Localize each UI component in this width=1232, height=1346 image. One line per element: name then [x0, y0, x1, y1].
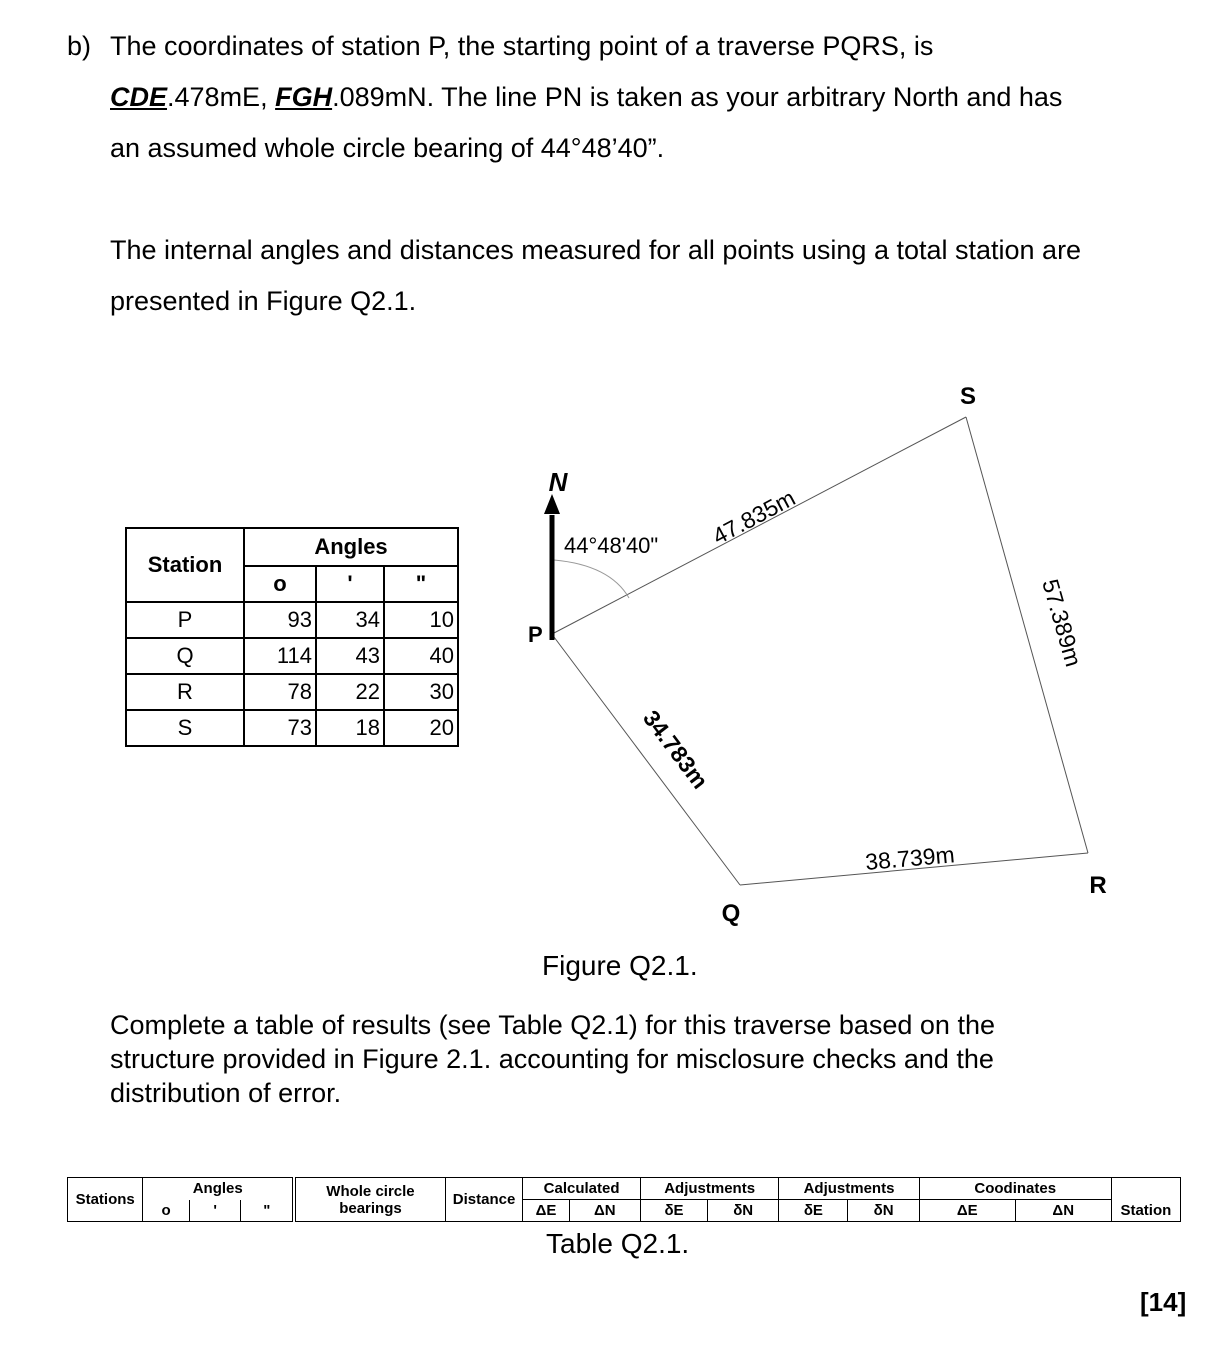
instruction [110, 1008, 995, 1110]
question-line-3: an assumed whole circle bearing of 44°48’40”. [110, 133, 665, 163]
deg-cell: 114 [244, 638, 316, 674]
station-r-label: R [1089, 872, 1107, 899]
figure-caption: Figure Q2.1. [542, 950, 698, 981]
distance-header: Distance [445, 1178, 522, 1222]
traverse-lines [554, 417, 1088, 885]
line-qp [554, 637, 740, 885]
station-q-label: Q [721, 900, 741, 927]
adj1-de-header: δE [640, 1200, 707, 1222]
min-cell: 22 [316, 674, 384, 710]
angles-header: Angles [143, 1178, 294, 1200]
north-arrow-icon [544, 494, 560, 514]
coordinates-header: Coodinates [919, 1178, 1111, 1200]
deg-header: o [143, 1200, 189, 1222]
sec-cell: 10 [384, 602, 458, 638]
adjustments-1-header: Adjustments [640, 1178, 778, 1200]
sec-cell: 40 [384, 638, 458, 674]
station-header: Station [1111, 1200, 1180, 1222]
adj1-dn-header: δN [708, 1200, 779, 1222]
dist-ps-label: 47.835m [708, 484, 800, 550]
calc-de-header: ΔE [523, 1200, 569, 1222]
question-line-1-text: The coordinates of station P, the starting point of a traverse PQRS, is [110, 31, 934, 61]
results-table [67, 1177, 1181, 1222]
sec-header: " [384, 566, 458, 602]
stations-header: Stations [68, 1178, 143, 1222]
bearing-label: 44°48'40" [564, 533, 659, 558]
instruction-line-2: structure provided in Figure 2.1. accounting for misclosure checks and the [110, 1044, 994, 1074]
station-col-top [1111, 1178, 1180, 1200]
east-rest: .478mE, [167, 82, 276, 112]
min-cell: 43 [316, 638, 384, 674]
min-header: ' [316, 566, 384, 602]
station-p-label: P [528, 622, 543, 647]
para2-line-1: The internal angles and distances measured for all points using a total station are [110, 235, 1082, 265]
station-s-label: S [959, 383, 977, 410]
wcb-line-1: Whole circle [326, 1182, 415, 1200]
north-label: N [548, 467, 568, 497]
calc-dn-header: ΔN [569, 1200, 640, 1222]
instruction-line-3: distribution of error. [110, 1078, 342, 1108]
adjustments-2-header: Adjustments [779, 1178, 919, 1200]
dist-rs-label: 57.389m [1037, 576, 1087, 670]
station-header: Station [126, 528, 244, 602]
station-cell: Q [126, 638, 244, 674]
north-code: FGH [275, 82, 333, 112]
deg-cell: 93 [244, 602, 316, 638]
marks: [14] [1140, 1287, 1187, 1317]
adj2-dn-header: δN [848, 1200, 919, 1222]
coord-dn-header: ΔN [1015, 1200, 1111, 1222]
dist-qr-label: 38.739m [864, 841, 956, 875]
wcb-line-2: bearings [339, 1199, 402, 1217]
question-label: b) [67, 31, 92, 61]
deg-cell: 78 [244, 674, 316, 710]
station-cell: R [126, 674, 244, 710]
station-cell: P [126, 602, 244, 638]
sec-header: " [241, 1200, 294, 1222]
min-cell: 18 [316, 710, 384, 746]
instruction-line-1: Complete a table of results (see Table Q2.1) for this traverse based on the [110, 1010, 995, 1040]
dist-pq-label: 34.783m [638, 705, 714, 794]
north-rest: .089mN. The line PN is taken as your arbitrary North and has [332, 82, 1063, 112]
min-cell: 34 [316, 602, 384, 638]
wcb-header [294, 1178, 445, 1222]
station-cell: S [126, 710, 244, 746]
sec-cell: 20 [384, 710, 458, 746]
east-code: CDE [110, 82, 168, 112]
deg-header: o [244, 566, 316, 602]
min-header: ' [189, 1200, 241, 1222]
adj2-de-header: δE [779, 1200, 848, 1222]
coord-de-header: ΔE [919, 1200, 1015, 1222]
deg-cell: 73 [244, 710, 316, 746]
angles-header: Angles [244, 528, 458, 566]
para2-line-2: presented in Figure Q2.1. [110, 286, 417, 316]
calculated-header: Calculated [523, 1178, 641, 1200]
table-caption: Table Q2.1. [546, 1228, 690, 1259]
bearing-arc [554, 560, 629, 598]
sec-cell: 30 [384, 674, 458, 710]
